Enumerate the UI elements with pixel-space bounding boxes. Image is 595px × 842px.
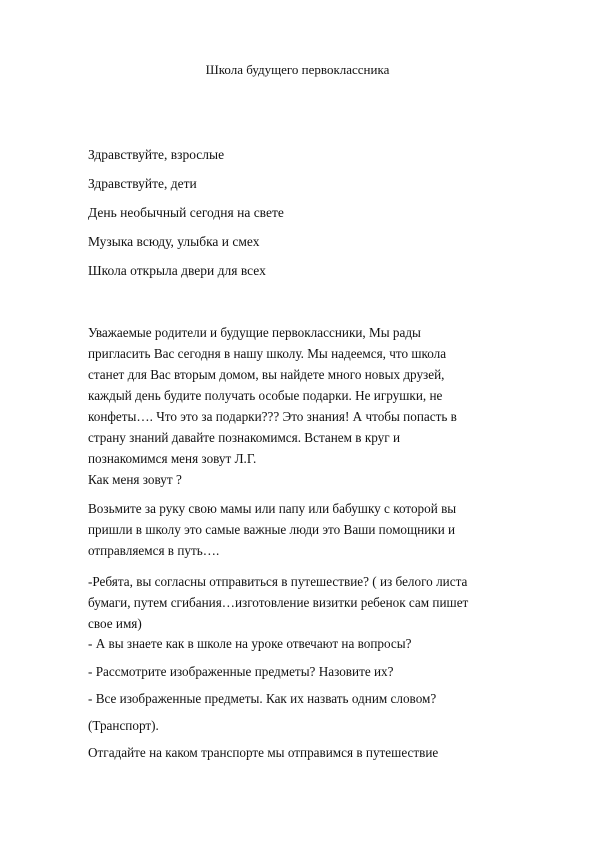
trip-line: -Ребята, вы согласны отправиться в путешествие? ( из белого листа	[88, 574, 468, 589]
intro-paragraph	[88, 322, 558, 469]
intro-line: каждый день будите получать особые подарки. Не игрушки, не	[88, 388, 443, 403]
intro-line: Уважаемые родители и будущие первоклассники, Мы рады	[88, 325, 421, 340]
answer-line: (Транспорт).	[88, 718, 159, 733]
trip-paragraph	[88, 571, 558, 634]
walk-paragraph	[88, 498, 558, 561]
poem-line-2: Здравствуйте, дети	[88, 176, 197, 191]
intro-line: станет для Вас вторым домом, вы найдете много новых друзей,	[88, 367, 445, 382]
intro-line: страну знаний давайте познакомимся. Встанем в круг и	[88, 430, 400, 445]
riddle-line: Отгадайте на каком транспорте мы отправимся в путешествие	[88, 745, 439, 760]
trip-line: бумаги, путем сгибания…изготовление визитки ребенок сам пишет	[88, 595, 469, 610]
question-objects-line: - Рассмотрите изображенные предметы? Назовите их?	[88, 664, 394, 679]
question-answer-line: - А вы знаете как в школе на уроке отвечают на вопросы?	[88, 636, 412, 651]
poem-line-5: Школа открыла двери для всех	[88, 263, 266, 278]
trip-line: свое имя)	[88, 616, 142, 631]
poem-line-3: День необычный сегодня на свете	[88, 205, 284, 220]
intro-line: конфеты…. Что это за подарки??? Это знания! А чтобы попасть в	[88, 409, 457, 424]
poem-line-1: Здравствуйте, взрослые	[88, 147, 225, 162]
question-word-line: - Все изображенные предметы. Как их назвать одним словом?	[88, 691, 437, 706]
intro-line: познакомимся меня зовут Л.Г.	[88, 451, 257, 466]
walk-line: Возьмите за руку свою мамы или папу или бабушку с которой вы	[88, 501, 457, 516]
document-title: Школа будущего первоклассника	[205, 62, 390, 77]
walk-line: пришли в школу это самые важные люди это Ваши помощники и	[88, 522, 456, 537]
question-line: Как меня зовут ?	[88, 472, 182, 487]
intro-line: пригласить Вас сегодня в нашу школу. Мы надеемся, что школа	[88, 346, 447, 361]
poem-line-4: Музыка всюду, улыбка и смех	[88, 234, 260, 249]
walk-line: отправляемся в путь….	[88, 543, 220, 558]
